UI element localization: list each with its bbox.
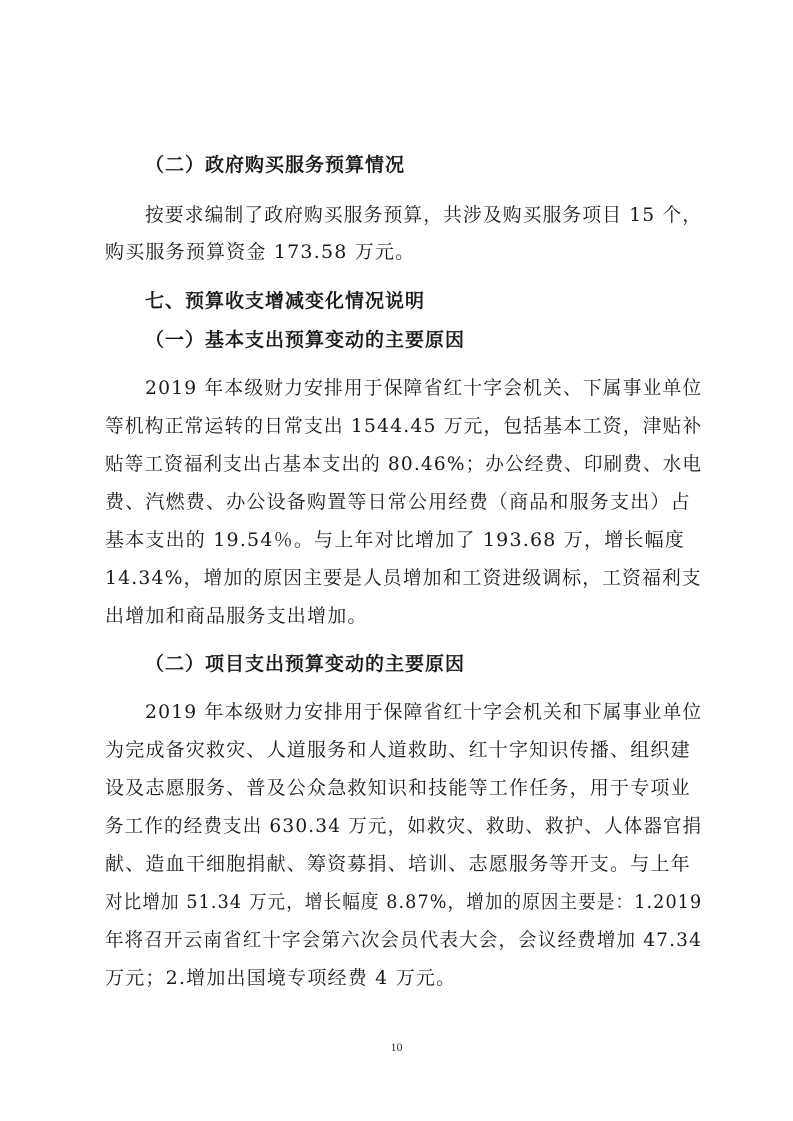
paragraph-line: 等机构正常运转的日常支出 1544.45 万元，包括基本工资，津贴补	[105, 415, 703, 437]
paragraph-line: 2019 年本级财力安排用于保障省红十字会机关和下属事业单位	[145, 701, 703, 723]
paragraph-line: 购买服务预算资金 173.58 万元。	[105, 241, 416, 263]
paragraph-line: 设及志愿服务、普及公众急救知识和技能等工作任务，用于专项业	[105, 777, 691, 799]
paragraph-line: 年将召开云南省红十字会第六次会员代表大会，会议经费增加 47.34	[105, 929, 703, 951]
paragraph-line: 费、汽燃费、办公设备购置等日常公用经费（商品和服务支出）占	[105, 491, 691, 513]
paragraph-line: 献、造血干细胞捐献、筹资募捐、培训、志愿服务等开支。与上年	[105, 853, 691, 875]
paragraph-line: 14.34%，增加的原因主要是人员增加和工资进级调标，工资福利支	[105, 567, 702, 589]
paragraph-line: 出增加和商品服务支出增加。	[105, 605, 368, 627]
paragraph-line: 对比增加 51.34 万元，增长幅度 8.87%，增加的原因主要是：1.2019	[105, 891, 703, 913]
paragraph-line: 按要求编制了政府购买服务预算，共涉及购买服务项目 15 个，	[145, 204, 703, 226]
paragraph-line: 务工作的经费支出 630.34 万元，如救灾、救助、救护、人体器官捐	[105, 815, 703, 837]
paragraph-line: 贴等工资福利支出占基本支出的 80.46%；办公经费、印刷费、水电	[105, 453, 703, 475]
project-expenditure-heading: （二）项目支出预算变动的主要原因	[145, 653, 466, 675]
paragraph-line: 为完成备灾救灾、人道服务和人道救助、红十字知识传播、组织建	[105, 739, 691, 761]
procurement-heading: （二）政府购买服务预算情况	[145, 154, 406, 176]
paragraph-line: 万元；2.增加出国境专项经费 4 万元。	[105, 967, 457, 989]
basic-expenditure-heading: （一）基本支出预算变动的主要原因	[145, 329, 466, 351]
page-number: 10	[390, 1040, 403, 1054]
paragraph-line: 2019 年本级财力安排用于保障省红十字会机关、下属事业单位	[145, 377, 703, 399]
paragraph-line: 基本支出的 19.54％。与上年对比增加了 193.68 万，增长幅度	[105, 529, 685, 551]
chapter-heading: 七、预算收支增减变化情况说明	[145, 290, 426, 312]
